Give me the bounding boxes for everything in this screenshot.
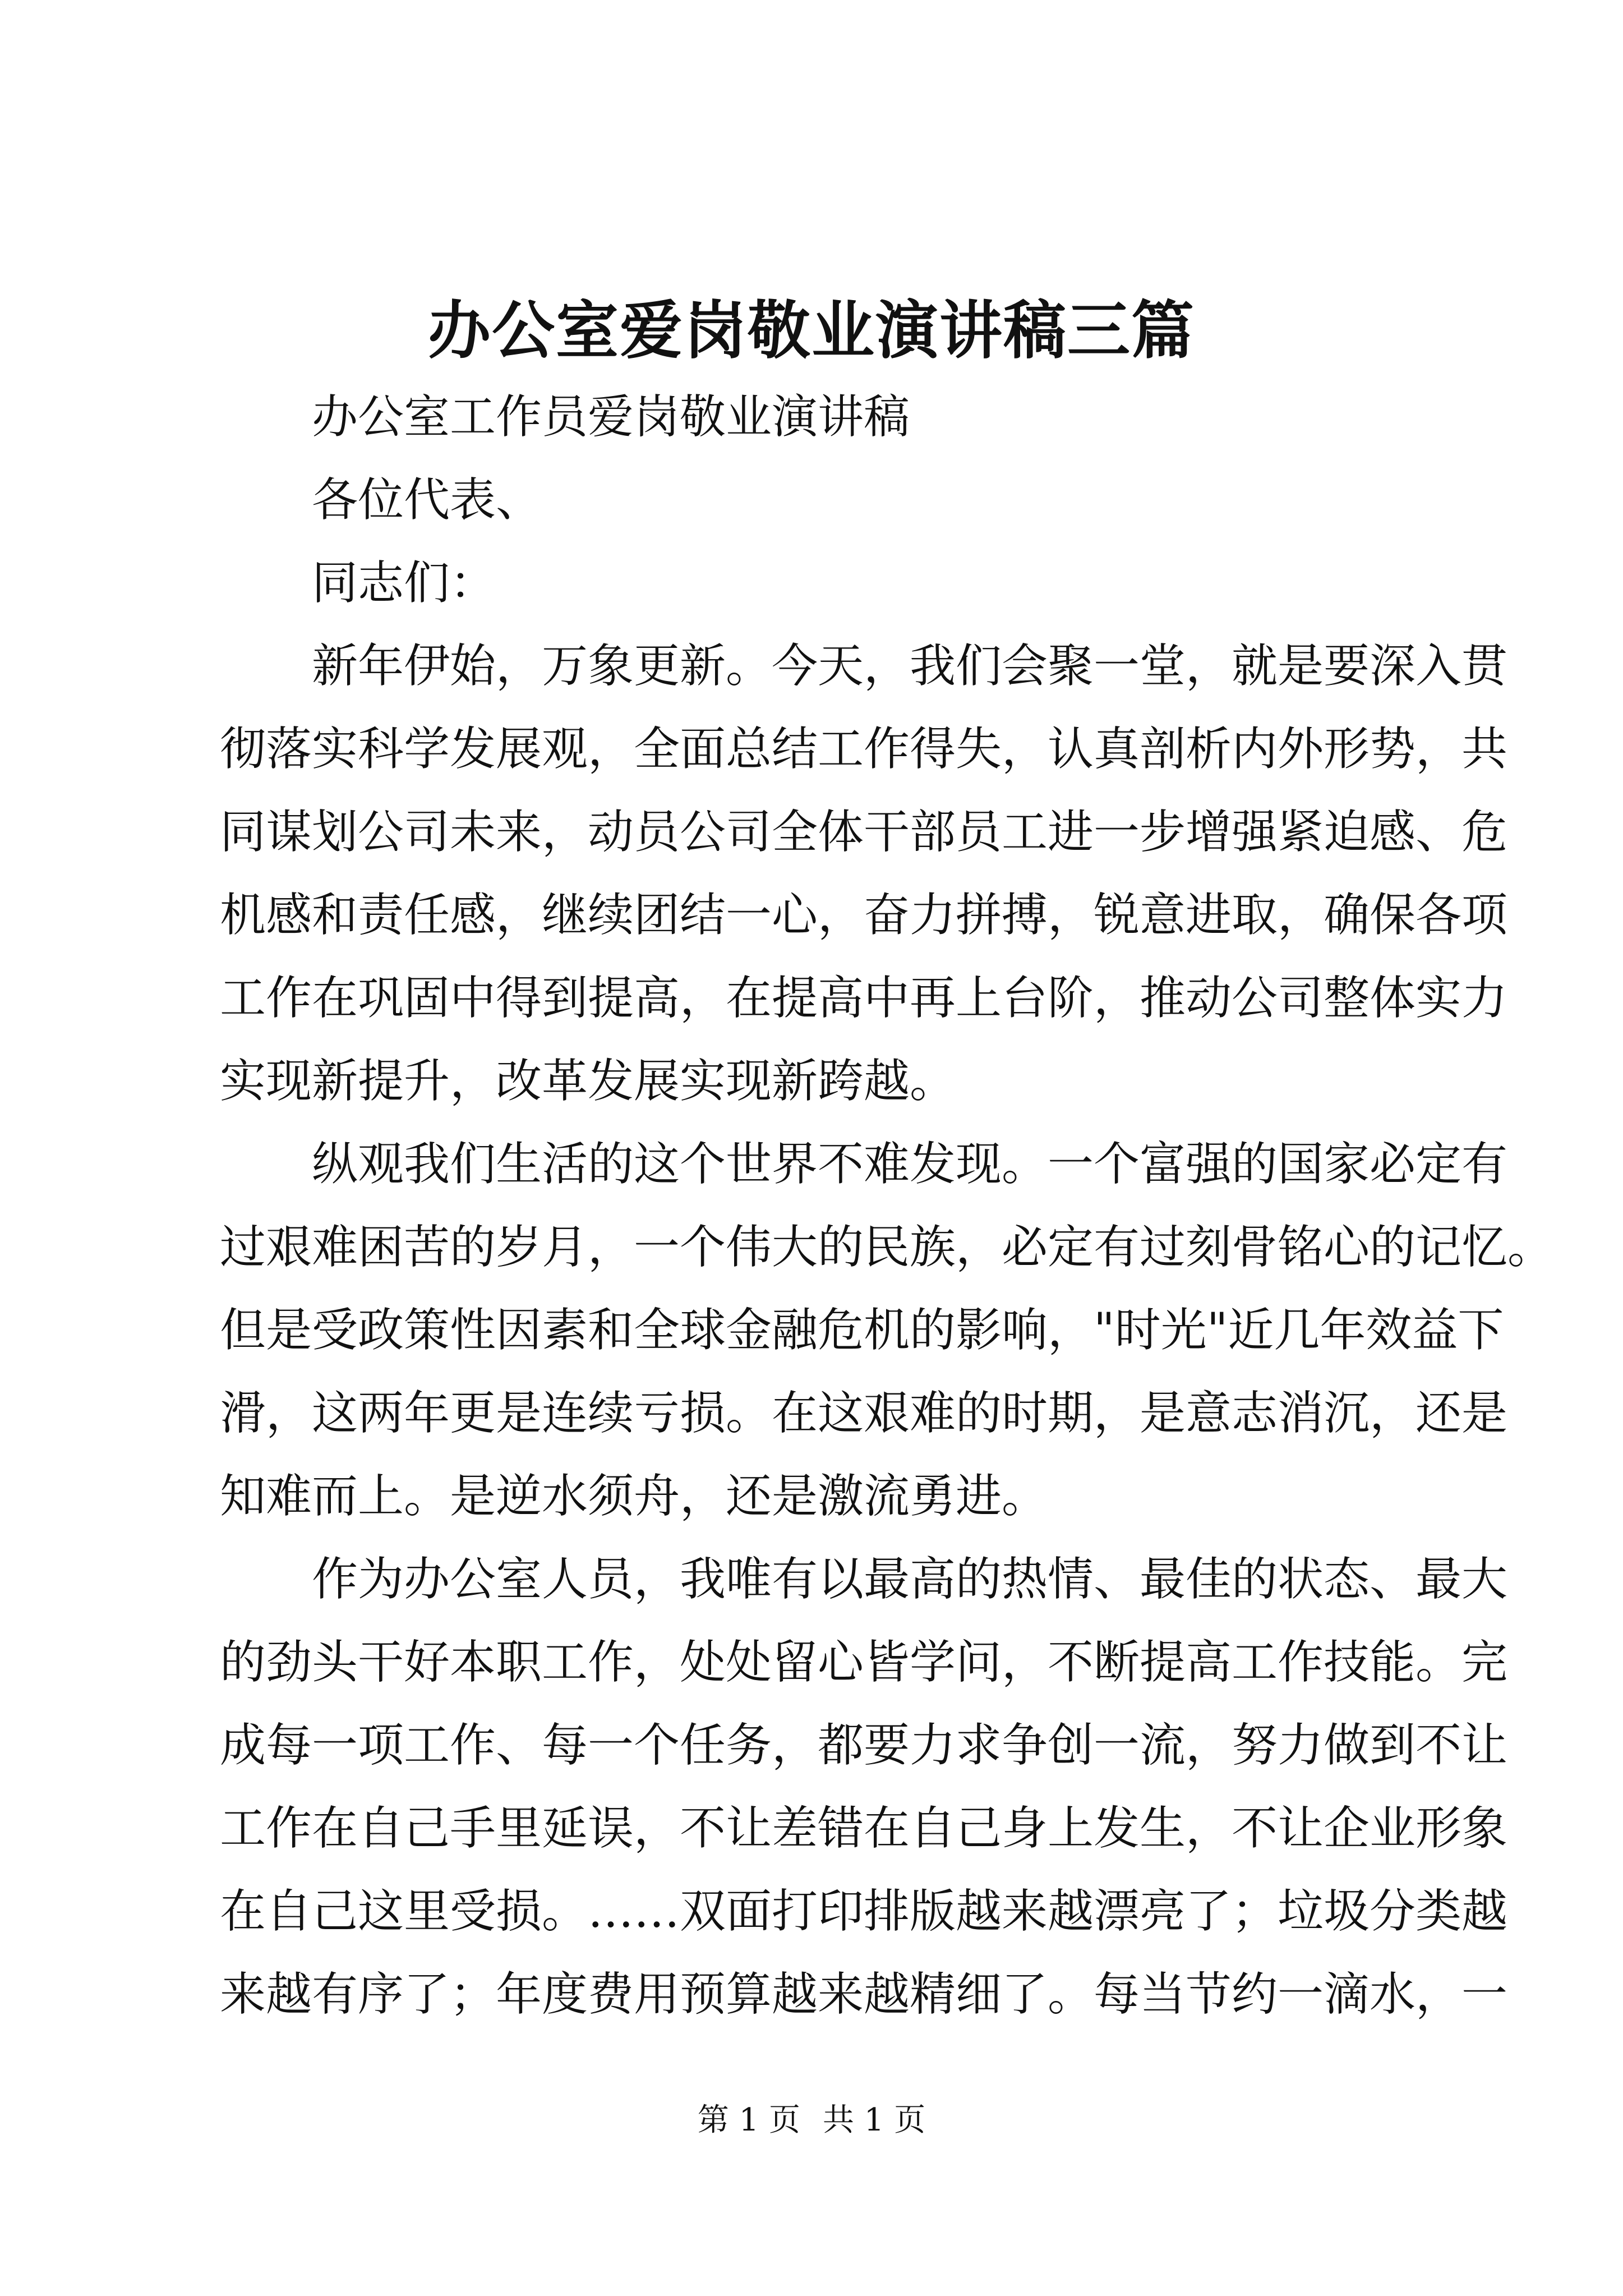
page-footer [0, 2098, 1623, 2143]
text-line: 实现新提升，改革发展实现新跨越。 [220, 1055, 956, 1108]
text-line: 新年伊始，万象更新。今天，我们会聚一堂，就是要深入贯 [312, 639, 1508, 693]
text-line: 各位代表、 [312, 473, 542, 527]
text-line: 办公室工作员爱岗敬业演讲稿 [312, 390, 910, 444]
text-line: 机感和责任感，继续团结一心，奋力拼搏，锐意进取，确保各项 [220, 889, 1508, 942]
text-line: 的劲头干好本职工作，处处留心皆学问，不断提高工作技能。完 [220, 1636, 1508, 1689]
text-line: 作为办公室人员，我唯有以最高的热情、最佳的状态、最大 [312, 1553, 1508, 1606]
document-title: 办公室爱岗敬业演讲稿三篇 [428, 294, 1195, 367]
text-line: 同谋划公司未来，动员公司全体干部员工进一步增强紧迫感、危 [220, 806, 1508, 859]
text-line: 成每一项工作、每一个任务，都要力求争创一流，努力做到不让 [220, 1719, 1508, 1772]
text-line: 纵观我们生活的这个世界不难发现。一个富强的国家必定有 [312, 1138, 1508, 1191]
text-line: 过艰难困苦的岁月，一个伟大的民族，必定有过刻骨铭心的记忆。 [220, 1221, 1554, 1274]
text-line: 但是受政策性因素和全球金融危机的影响，"时光"近几年效益下 [220, 1304, 1504, 1357]
page-number: 第 1 页 [697, 2102, 800, 2138]
text-line: 工作在自己手里延误，不让差错在自己身上发生，不让企业形象 [220, 1802, 1508, 1855]
text-line: 来越有序了；年度费用预算越来越精细了。每当节约一滴水，一 [220, 1968, 1508, 2021]
text-line: 工作在巩固中得到提高，在提高中再上台阶，推动公司整体实力 [220, 972, 1508, 1025]
document-body [220, 376, 1554, 2036]
page-total: 共 1 页 [823, 2102, 926, 2138]
text-line: 同志们： [312, 556, 496, 610]
text-line: 在自己这里受损。……双面打印排版越来越漂亮了；垃圾分类越 [220, 1885, 1508, 1938]
text-line: 知难而上。是逆水须舟，还是激流勇进。 [220, 1470, 1048, 1523]
text-line: 彻落实科学发展观，全面总结工作得失，认真剖析内外形势，共 [220, 723, 1508, 776]
text-line: 滑，这两年更是连续亏损。在这艰难的时期，是意志消沉，还是 [220, 1387, 1508, 1440]
